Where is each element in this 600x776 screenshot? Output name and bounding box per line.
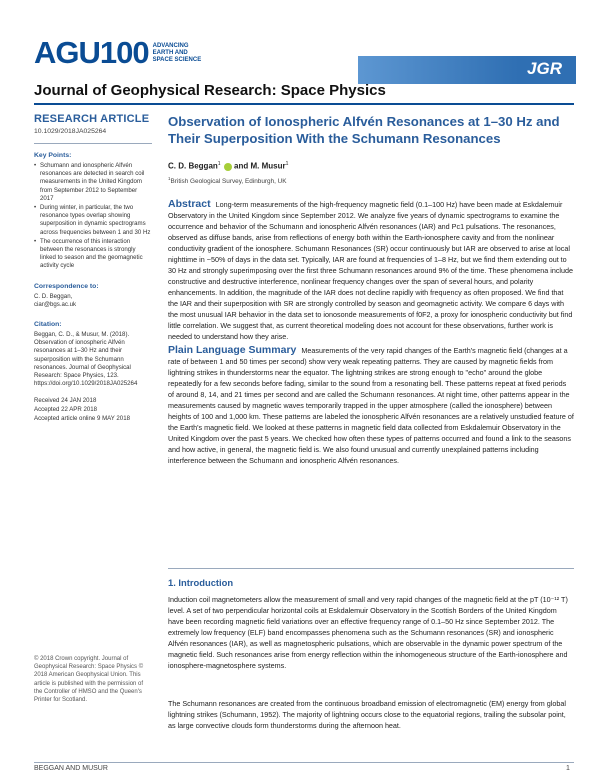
section-heading-introduction: 1. Introduction: [168, 577, 234, 588]
logo-mark: AGU100: [34, 35, 149, 70]
correspondence: [34, 293, 152, 309]
sidebar-divider: [34, 143, 152, 144]
citation-heading: Citation:: [34, 321, 62, 329]
accepted-date: Accepted 22 APR 2018: [34, 406, 98, 414]
correspondence-heading: Correspondence to:: [34, 282, 99, 290]
affiliation: $^1$British Geological Survey, Edinburgh, UK: [168, 175, 287, 185]
received-date: Received 24 JAN 2018: [34, 397, 97, 405]
header-rule: [34, 103, 574, 105]
intro-paragraph: Induction coil magnetometers allow the measurement of small and very rapid changes of the magnetic field at the pT (10⁻¹² T) level. A set of two perpendicular horizontal coils at Eskdalemuir Observatory in the Scottish Borders of the United Kingdom have been recording magnetic field variations over an effective frequency range of 0.1–50 Hz since September 2012. The extremely low frequency (ELF) band encompasses phenomena such as the Schumann resonances (SR) and ionospheric Alfvén resonances (IAR), as well as magnetospheric pulsations, which are observable in the dynamic power spectrum of the magnetic field. Such resonances arise from energy reflection within the inhomogeneous structure of the Earth-ionosphere and ionosphere-magnetosphere systems.: [168, 595, 568, 670]
article-title: Observation of Ionospheric Alfvén Resonances at 1–30 Hz and Their Superposition With the Schumann Resonances: [168, 114, 560, 146]
accepted-online-date: Accepted article online 9 MAY 2018: [34, 415, 130, 423]
copyright-notice: © 2018 Crown copyright. Journal of Geophysical Research: Space Physics © 2018 American Geophysical Union. This article is published with the permission of the Controller of HMSO and the Queen's Printer for Scotland.: [34, 656, 144, 704]
main-column: [168, 113, 574, 466]
key-points-heading: Key Points:: [34, 152, 72, 159]
logo-subtitle: ADVANCING EARTH AND SPACE SCIENCE: [152, 42, 202, 63]
doi: 10.1029/2018JA025264: [34, 128, 107, 135]
jgr-banner-text: JGR: [527, 59, 562, 78]
key-point: • The occurrence of this interaction between the resonances is strongly linked to season and the geomagnetic activity cycle: [34, 238, 152, 271]
sidebar: [34, 113, 152, 423]
footer-rule: [34, 762, 574, 763]
key-points-list: [34, 162, 152, 271]
abstract-text: Long-term measurements of the high-frequency magnetic field (0.1–100 Hz) have been made at Eskdalemuir Observatory in the United Kingdom since September 2012. We analyze five years of dynamic spectrograms to examine the occurrence and behavior of the Schumann and ionospheric Alfvén resonances (IAR) and Pc1 pulsations. The resonances, observed as diffuse bands, arise from reflections of energy both within the Earth-ionosphere cavity and from the nonlinear conductivity gradient of the ionosphere. Schumann Resonances (SR) occur continuously but IAR are observed to arise at local nighttime in ~50% of days in the data set. Typically, IAR are found at frequencies of 1–8 Hz, but we find them extending out to 30 Hz and strongly superimposing over the first three Schumann resonances around 9% of the time. These phenomena include constructive and destructive interference, nonlinear frequency changes over the span of several hours, and polarity enhancements. In addition, the magnitude of the IAR does not decline rapidly with frequency as often proposed. We find that the IAR and their superposition with SR are strongly controlled by season and geomagnetic activity. We compare 6 days with the most unusual IAR behavior in the data set to ionosonde measurements of f0F2, a proxy for ionospheric conductivity but find little correlation. We suggest that, as current theoretical modeling does not account for these observations, further work is needed to understand how they arise.: [168, 199, 573, 341]
plain-language-summary: [168, 345, 574, 466]
key-point: • During winter, in particular, the two resonance types overlap showing superposition in dynamic spectrograms across frequencies between 1 and 30 Hz: [34, 204, 152, 237]
orcid-icon[interactable]: [224, 163, 232, 171]
journal-title: Journal of Geophysical Research: Space Physics: [34, 82, 386, 99]
author-2[interactable]: M. Musur: [250, 161, 286, 171]
jgr-banner: [358, 56, 576, 84]
footer-authors: BEGGAN AND MUSUR: [34, 765, 108, 772]
abstract: [168, 199, 574, 342]
correspondence-email[interactable]: ciar@bgs.ac.uk: [34, 300, 77, 308]
article-dates: [34, 396, 152, 423]
correspondence-name: C. D. Beggan,: [34, 292, 73, 300]
author-1[interactable]: C. D. Beggan: [168, 161, 218, 171]
article-type: RESEARCH ARTICLE: [34, 113, 150, 125]
intro-paragraph: The Schumann resonances are created from the continuous broadband emission of electromagnetic (EM) energy from global lightning strikes (Schumann, 1952). The majority of lightning occurs close to the equatorial regions, trailing the subsolar point, as large convective clouds form thunderstorms during the afternoon heat.: [168, 699, 566, 730]
pls-heading: Plain Language Summary: [168, 343, 297, 356]
abstract-heading: Abstract: [168, 197, 211, 210]
author-line: C. D. Beggan$^1$ and M. Musur$^1$: [168, 161, 289, 171]
agu100-logo: [34, 35, 202, 70]
citation-text: Beggan, C. D., & Musur, M. (2018). Observation of ionospheric Alfvén resonances at 1–30 Hz and their superposition with the Schumann resonances. Journal of Geophysical Research: Space Physics, 123. https://doi.org/10.1029/2018JA025264: [34, 331, 138, 388]
pls-text: Measurements of the very rapid changes of the Earth's magnetic field (changes at a rate of between 1 and 50 times per second) show very weak repeating patterns. They are caused by magnetic fields from lightning strikes in thunderstorms near the equator. The lightning strikes are strong enough to "echo" around the globe repeatedly for a few seconds before fading, similar to the sound from a resonating bell. These patterns repeat at fixed periods of around 8, 14, and 21 times per second and are called the Schumann resonances. At night time, other patterns appear in the measurements caused by magnetic waves temporarily trapped in the upper atmosphere (called the ionosphere) between heights of 100 and 1,000 km. These patterns are labeled the ionospheric Alfvén resonances are a relatively unstudied feature of the Earth's magnetic field. We looked at these patterns in magnetic field data collected from Eskdalemuir Observatory in the United Kingdom over the past 5 years. We checked how often these types of patterns occurred and found a link to the seasons and how active, in general, the magnetic field is. We also found unusual and currently unexplained patterns including interference between the Schumann and ionospheric Alfvén resonances.: [168, 345, 574, 465]
key-point: • Schumann and ionospheric Alfvén resonances are detected in search coil measurements in the United Kingdom from September 2012 to September 2017: [34, 162, 152, 203]
section-divider: [168, 568, 574, 569]
page-number: 1: [566, 765, 570, 772]
